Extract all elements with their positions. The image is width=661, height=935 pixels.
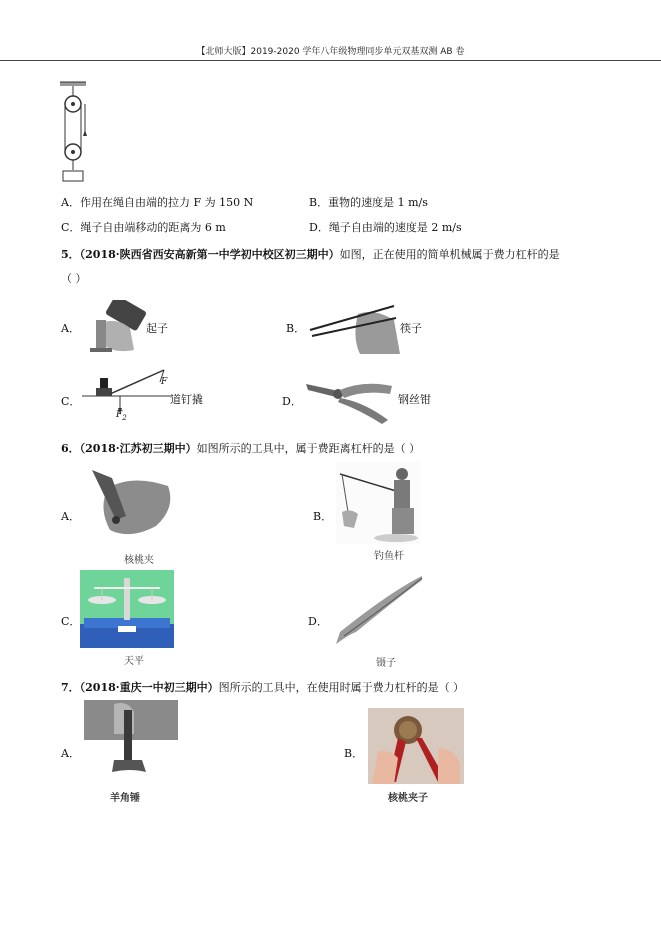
q5-option-c-label[interactable]: C． — [61, 395, 81, 408]
pliers-image — [304, 372, 396, 424]
nutcracker-image — [86, 468, 178, 546]
q4-option-c[interactable]: C．绳子自由端移动的距离为 6 m — [61, 221, 226, 234]
q5-stem: 5．（2018·陕西省西安高新第一中学初中校区初三期中）如图，正在使用的简单机械属于费力杠杆的是 — [61, 248, 560, 261]
q6-option-a-caption: 核桃夹 — [124, 555, 154, 566]
header-rule — [0, 60, 661, 61]
q5-option-b-caption: 筷子 — [400, 322, 422, 335]
force-f1-label: F — [161, 377, 168, 387]
balance-scale-image — [80, 570, 174, 648]
claw-hammer-image — [84, 700, 178, 780]
q6-option-a-label[interactable]: A． — [61, 510, 80, 523]
q7-option-b-caption: 核桃夹子 — [388, 793, 428, 804]
q4-option-d[interactable]: D．绳子自由端的速度是 2 m/s — [309, 221, 462, 234]
chopsticks-image — [308, 298, 402, 356]
q5-option-a-label[interactable]: A． — [61, 322, 80, 335]
q6-option-c-label[interactable]: C． — [61, 615, 81, 628]
force-f2-label: $F_2$ — [116, 410, 127, 422]
bottle-opener-image — [84, 300, 146, 356]
q6-stem: 6．（2018·江苏初三期中）如图所示的工具中，属于费距离杠杆的是（ ） — [61, 442, 421, 455]
q7-stem: 7．（2018·重庆一中初三期中）图所示的工具中，在使用时属于费力杠杆的是（ ） — [61, 681, 465, 694]
q5-blank: （ ） — [61, 272, 87, 285]
q4-option-b[interactable]: B．重物的速度是 1 m/s — [309, 196, 428, 209]
pulley-figure — [58, 80, 92, 184]
q6-option-c-caption: 天平 — [124, 656, 144, 667]
q7-option-b-label[interactable]: B． — [344, 747, 364, 760]
nutcracker-b-image — [368, 708, 464, 784]
q5-option-b-label[interactable]: B． — [286, 322, 306, 335]
tweezers-image — [330, 574, 424, 648]
q5-option-d-label[interactable]: D． — [282, 395, 302, 408]
q7-option-a-caption: 羊角锤 — [110, 793, 140, 804]
q6-option-d-label[interactable]: D． — [308, 615, 328, 628]
q7-option-a-label[interactable]: A． — [61, 747, 80, 760]
q6-option-d-caption: 镊子 — [376, 658, 396, 669]
q4-option-a[interactable]: A．作用在绳自由端的拉力 F 为 150 N — [61, 196, 254, 209]
q5-option-a-caption: 起子 — [146, 322, 168, 335]
q5-option-c-caption: 道钉撬 — [170, 393, 203, 406]
q5-option-d-caption: 钢丝钳 — [398, 393, 431, 406]
page-header: 【北师大版】2019-2020 学年八年级物理同步单元双基双测 AB 卷 — [196, 47, 465, 57]
fishing-rod-image — [336, 462, 420, 544]
q6-option-b-label[interactable]: B． — [313, 510, 333, 523]
q6-option-b-caption: 钓鱼杆 — [374, 551, 404, 562]
